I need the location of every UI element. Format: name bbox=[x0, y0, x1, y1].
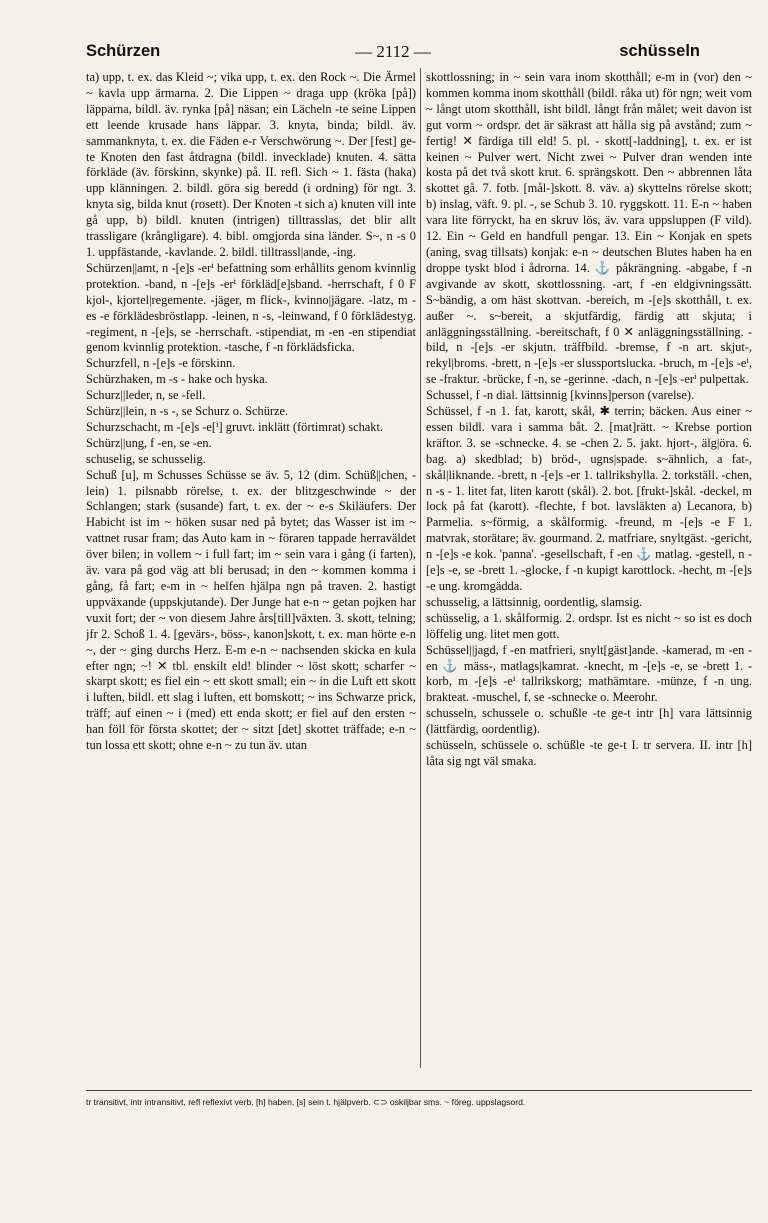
header-first-headword: Schürzen bbox=[86, 42, 161, 60]
abbreviation-legend: tr transitivt, intr intransitivt, refl reflexivt verb. [h] haben, [s] sein t. hjälpverb. ⊂⊃ oskiljbar sms. ~ föreg. uppslagsord. bbox=[86, 1090, 752, 1108]
left-column bbox=[86, 70, 416, 1070]
entry-paragraph: Schussel, f -n dial. lättsinnig [kvinns]person (varelse). bbox=[426, 388, 695, 403]
page-header bbox=[86, 42, 700, 64]
entry-paragraph: Schurz||leder, n, se -fell. bbox=[86, 388, 206, 403]
entry-paragraph: Schüssel, f -n 1. fat, karott, skål, ✱ terrin; bäcken. Aus einer ~ essen bildl. vara i samma båt. 2. [mat]rätt. ~ Krebse portion kräftor. 3. se -schnecke. 4. se -chen 2. 5. jakt. hjort-, älg|öra. 6. bag. a) skedblad; b) bröd-, ugns|spade. s~ähnlich, a fat-, skål|liknande. -brett, n -[e]s -er 1. tallrikshylla. 2. torkställ. -chen, n -s - 1. litet fat, liten karott (skål). 2. bot. [frukt-]skål. -deckel, m lock på fat (karott). -flechte, f bot. lavsläkten a) Lecanora, b) Parmelia. s~förmig, a skålformig. -freund, m -[e]s -e F 1. matvrak, storätare; äv. gourmand. 2. matfriare, snyltgäst. -gericht, n -[e]s -e kok. 'panna'. -gesellschaft, f -en ⚓ matlag. -gestell, n -[e]s -e, se -brett 1. -glocke, f -n kupigt karottlock. -hecht, m -[e]s -e ung. kromgädda. bbox=[426, 404, 752, 593]
entry-paragraph: Schürz||lein, n -s -, se Schurz o. Schürze. bbox=[86, 404, 289, 419]
entry-paragraph: Schürzen||amt, n -[e]s -erⁱ befattning som erhållits genom kvinnlig protektion. -band, n -[e]s -erⁱ förkläd[e]sband. -herrschaft, f 0 F kjol-, kjortel|regemente. -jäger, m flick-, kvinno|jägare. -latz, m -es -e förklädesbröstlapp. -leinen, n -s, -leinwand, f 0 förklädestyg. -regiment, n -[e]s, se -herrschaft. -stipendiat, m -en -en stipendiat genom kvinnlig protektion. -tasche, f -n förklädsficka. bbox=[86, 260, 416, 355]
column-divider bbox=[420, 68, 421, 1068]
entry-paragraph: schusselig, a lättsinnig, oordentlig, slamsig. bbox=[426, 594, 643, 609]
entry-paragraph: skottlossning; in ~ sein vara inom skotthåll; e-m in (vor) den ~ kommen komma inom skotthåll (bildl. råka ut) för ngn; weit vom ~ långt utom skotthåll, isht bildl. långt från målet; weit davon ist gut vorm ~ ordspr. det är säkrast att hålla sig på avstånd; zum ~ fertig! ✕ färdiga till eld! 5. pl. - skott[-laddning], t. ex. er ist keinen ~ Pulver wert. Nicht zwei ~ Pulver dran wenden inte kosta på det två skott krut. 6. sprängskott. Den ~ abbrennen låta skottet gå. 7. fotb. [mål-]skott. 8. väv. a) skyttelns rörelse skott; b) inslag, väft. 9. pl. -, se Schub 3. 10. ryggskott. 11. E-n ~ haben vara lite förryckt, ha en skruv lös, äv. vara uppsluppen (F vild). 12. Ein ~ Geld en handfull pengar. 13. Ein ~ Konjak en spets (aning, svag tillsats) konjak: e-n ~ deutschen Blutes haben ha en droppe tyskt blod i ådrorna. 14. ⚓ påkrängning. -abgabe, f -n avgivande av skott, skottlossning. -art, f -en eldgivningssätt. S~bändig, a om häst skottvan. -bereich, m -[e]s skotthåll, t. ex. außer ~. s~bereit, a skjutfärdig, färdig att skjuta; i anläggningsställning. -bereitschaft, f 0 ✕ anläggningsställning. -bild, n -[e]s -er skjutn. träffbild. -bremse, f -n art. skjut-, rekyl|broms. -brett, n -[e]s -er slussportslucka. -bruch, m -[e]s -eⁱ, se -fraktur. -brücke, f -n, se -gerinne. -dach, n -[e]s -erⁱ pulpettak. bbox=[426, 70, 752, 387]
entry-paragraph: schuselig, se schusselig. bbox=[86, 451, 206, 466]
entry-paragraph: Schurzschacht, m -[e]s -e[ⁱ] gruvt. inklätt (förtimrat) schakt. bbox=[86, 419, 384, 434]
entry-paragraph: Schuß [u], m Schusses Schüsse se äv. 5, 12 (dim. Schüß||chen, -lein) 1. pilsnabb rörelse, t. ex. der blitzgeschwinde ~ der Schlangen; stark (susande) fart, t. ex. der ~ e-s Skiläufers. Der Habicht ist im ~ höken susar ned på bytet; das Wasser ist im ~ vattnet rusar fram; das Auto kam in ~ föraren tappade herraväldet över bilen; in vollem ~ i full fart; im ~ sein vara i gång (i farten), äv. vara på god väg att bli berusad; in den ~ kommen komma i gång, få fart; e-m in ~ helfen hjälpa ngn på traven. 2. hastigt uppväxande (uppskjutande). Der Junge hat e-n ~ getan pojken har vuxit fort; der ~ von diesem Jahre års[till]växten. 3. skott, telning; jfr 2. Schoß 1. 4. [gevärs-, böss-, kanon]skott, t. ex. man hörte e-n ~, der ~ ging durchs Herz. E-m e-n ~ nachsenden skicka en kula efter ngn; ~! ✕ tbl. enskilt eld! blinder ~ löst skott; scharfer ~ skarpt skott; es fiel ein ~ ett skott small; ein ~ in die Luft ett skott i luften, bildl. ett slag i luften, ett bomskott; ~ ins Schwarze prick, träff; auf einen ~ i (med) ett enda skott; er fiel auf den ersten ~ han föll för första skottet; der ~ sitzt [det] skottet träffade; e-n ~ tun lossa ett skott; ohne e-n ~ zu tun äv. utan bbox=[86, 467, 416, 753]
header-last-headword: schüsseln bbox=[619, 42, 700, 60]
entry-paragraph: Schürz||ung, f -en, se -en. bbox=[86, 435, 212, 450]
entry-paragraph: schüsseln, schüssele o. schüßle -te ge-t I. tr servera. II. intr [h] låta sig ngt väl smaka. bbox=[426, 738, 752, 768]
entry-paragraph: Schürzhaken, m -s - hake och hyska. bbox=[86, 372, 268, 387]
entry-paragraph: ta) upp, t. ex. das Kleid ~; vika upp, t. ex. den Rock ~. Die Ärmel ~ kavla upp ärmarna. 2. Die Lippen ~ draga upp (kröka [på]) läpparna, bildl. äv. rynka [på] näsan; ein Lächeln -te seine Lippen ett leende krusade hans läppar. 3. knyta, binda; bildl. äv. sammanknyta, t. ex. die Fäden e-r Verschwörung ~. Der [fest] ge-te Knoten den fast åtdragna (bildl. invecklade) knuten. 4. sätta förkläde (äv. förskinn, skynke) på. II. refl. Sich ~ 1. fästa (haka) upp klänningen. 2. bildl. göra sig beredd (i ordning) för ngt. 3. knyta sig, bilda knut (rosett). Der Knoten -t sich a) knuten vill inte gå upp, b) bildl. knuten (intrigen) tilltrasslas, det blir allt trassligare (krångligare). 4. bibl. omgjorda sina länder. S~, n -s 0 1. uppfästande, -kavlande. 2. bildl. tilltrassl|ande, -ing. bbox=[86, 70, 416, 259]
right-column bbox=[426, 70, 752, 1070]
entry-paragraph: Schüssel||jagd, f -en matfrieri, snylt[gäst]ande. -kamerad, m -en -en ⚓ mäss-, matlags|kamrat. -knecht, m -[e]s -e, se -brett 1. -korb, m -[e]s -eⁱ tallrikskorg; mathämtare. -münze, f -n ung. brakteat. -muschel, f, se -schnecke o. Meerohr. bbox=[426, 642, 752, 705]
entry-paragraph: schüsselig, a 1. skålformig. 2. ordspr. Ist es nicht ~ so ist es doch löffelig ung. litet men gott. bbox=[426, 610, 752, 641]
page-number: — 2112 — bbox=[355, 42, 431, 61]
entry-paragraph: Schurzfell, n -[e]s -e förskinn. bbox=[86, 356, 236, 371]
entry-paragraph: schusseln, schussele o. schußle -te ge-t intr [h] vara lättsinnig (lättfärdig, oordentlig). bbox=[426, 706, 752, 737]
